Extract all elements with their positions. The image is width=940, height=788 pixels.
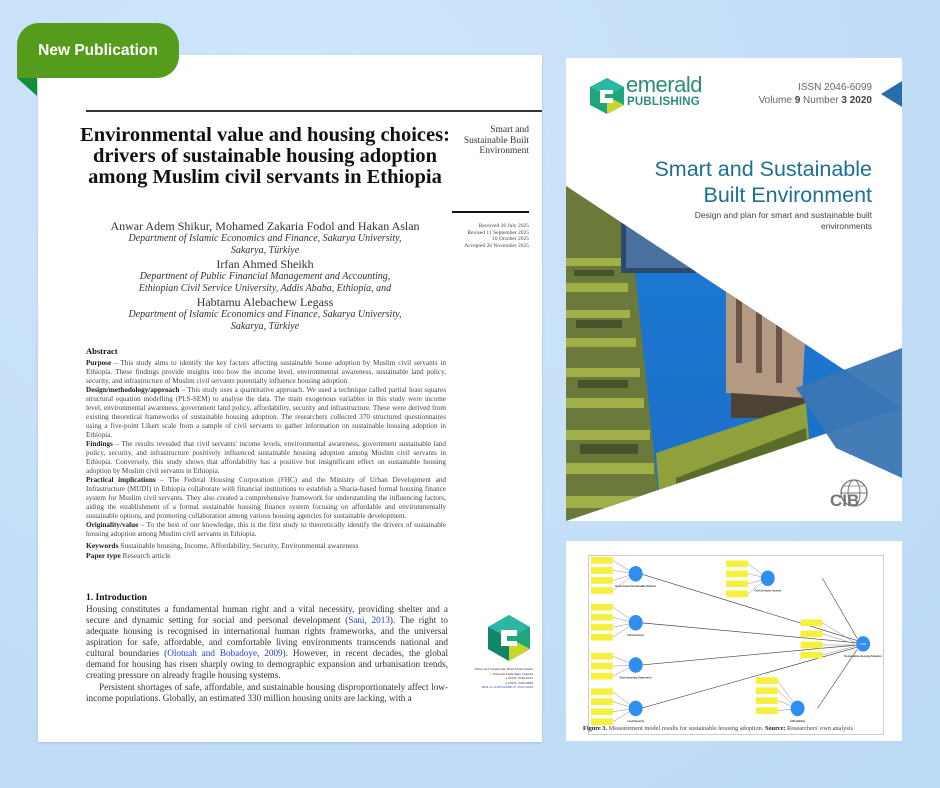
author-affiliation: Department of Islamic Economics and Finance, Sakarya University, Sakarya, Türkiye	[128, 309, 402, 332]
svg-text:CIB: CIB	[830, 491, 860, 510]
emerald-logo-icon	[488, 615, 530, 661]
doi-link[interactable]: 10.1108/SASBE-07-2025-0420	[488, 685, 533, 689]
top-rule	[86, 110, 542, 112]
new-publication-badge	[17, 23, 179, 78]
cib-globe-logo-icon	[828, 478, 870, 510]
imprint-block: Smart and Sustainable Built Environment © Emerald Publishing Limited e-ISSN: 2046-6102 p-ISSN: 2046-6099 DOI 10.1108/SASBE-07-2025-0420	[474, 667, 533, 689]
introduction-section	[86, 593, 448, 704]
svg-text:Infrastructure: Infrastructure	[627, 633, 645, 638]
svg-text:0.591: 0.591	[859, 642, 867, 647]
paper-type: Paper type Research article	[86, 550, 171, 560]
svg-text:Sustainable Housing Adoption: Sustainable Housing Adoption	[844, 655, 882, 659]
author-names: Habtamu Alebachew Legass	[196, 295, 334, 309]
abstract-section	[86, 347, 446, 561]
article-title: Environmental value and housing choices: drivers of sustainable housing adoption among Muslim civil servants in Ethiopia	[80, 124, 450, 188]
svg-text:Government Sustainable Policie: Government Sustainable Policies	[615, 585, 657, 589]
abstract-practical: Practical implications – The Federal Housing Corporation (FHC) and the Ministry of Urban Development and Infrastructure (MUDI) in Ethiopia collaborate with financial institutions to establish a Sharia-based formal housing finance system for Muslim civil servants. They also created a comprehensive framework for understanding the influencing factors, aiding the establishment of a formal sustainable housing finance system focusing on affordable and environmentally sustainable options, and promoting collaboration among various housing agencies for sustainable development.	[86, 476, 446, 520]
badge-label: New Publication	[38, 41, 158, 59]
figure-caption: Figure 3. Measurement model results for sustainable housing adoption. Source: Researchers' own analysis	[583, 725, 853, 732]
article-first-page	[38, 55, 542, 742]
issn: ISSN 2046-6099	[798, 82, 872, 93]
abstract-purpose: Purpose – This study aims to identify the key factors affecting sustainable house adoption by Muslim civil servants in Ethiopia. These findings provide insights into how the income level, environmental awareness, sustainable land policy, security, and infrastructure of Muslim civil servants potentially influence housing adoption.	[86, 358, 446, 385]
figure-3-panel	[566, 541, 902, 741]
badge-fold-decoration	[17, 78, 37, 96]
cover-photo-green-building	[566, 58, 902, 521]
abstract-originality: Originality/value – To the best of our knowledge, this is the first study to theoretically identify the drivers of sustainable housing adoption among Muslim civil servants in Ethiopia.	[86, 521, 446, 539]
citation-link[interactable]: Sani, 2013	[348, 615, 390, 625]
author-names: Irfan Ahmed Sheikh	[216, 257, 314, 271]
revised-date-2: 10 October 2025	[492, 236, 529, 242]
issn-volume-info	[759, 82, 872, 107]
corner-triangle-decoration	[881, 81, 902, 107]
accepted-date: Accepted 26 November 2025	[464, 242, 529, 249]
svg-text:Civil Servants Income: Civil Servants Income	[754, 589, 782, 593]
abstract-design: Design/methodology/approach – This study uses a quantitative approach. We used a technique called partial least squares structural equation modelling (PLS-SEM) to analyse the data. The main exogenous variables in this study were income level, environmental awareness, government land policy, affordability, security and infrastructure. These were derived from existing theoretical frameworks of sustainable housing adoption. The researchers collected 370 structured questionnaires using a five-point Likert scale from a sample of civil servants to gather information on sustainable housing adoption in Ethiopia.	[86, 386, 446, 439]
author-names: Anwar Adem Shikur, Mohamed Zakaria Fodol and Hakan Aslan	[110, 219, 420, 233]
publisher-name: emerald	[626, 72, 702, 97]
svg-text:Land Security: Land Security	[627, 719, 645, 723]
intro-paragraph-2: Persistent shortages of safe, affordable, and sustainable housing disproportionately affect low-income populations. Globally, an estimated 330 million housing units are lacking, with a	[86, 682, 448, 703]
svg-text:Affordability: Affordability	[789, 719, 806, 723]
author-affiliation: Department of Islamic Economics and Finance, Sakarya University, Sakarya, Türkiye	[128, 233, 402, 256]
intro-paragraph-1: Housing constitutes a fundamental human right and a vital necessity, providing shelter and a secure and dynamic setting for social and personal development (Sani, 2013). The right to adequate housing is recognised in international human rights frameworks, and the universal aspiration for safe, affordable, and comfortable living environments transcends national and cultural boundaries (Olotuah and Bobadoye, 2009). However, in recent decades, the global demand for housing has risen sharply owing to demographic expansion and urbanisation trends, creating pressure on already fragile housing systems.	[86, 604, 449, 680]
keywords: Keywords Sustainable housing, Income, Affordability, Security, Environmental awareness	[86, 541, 359, 551]
received-date: Received 26 July 2025	[478, 223, 529, 229]
emerald-publishing-logo-icon	[590, 78, 624, 114]
abstract-heading: Abstract	[86, 346, 118, 356]
revised-date: Revised 11 September 2025	[467, 229, 529, 236]
citation-link[interactable]: Olotuah and Bobadoye, 2009	[167, 648, 283, 658]
author-block	[80, 220, 450, 333]
pls-sem-measurement-model-diagram	[588, 555, 884, 735]
journal-cover	[566, 58, 902, 521]
side-rule	[452, 211, 529, 213]
abstract-findings: Findings – The results revealed that civil servants' income levels, environmental awareness, government sustainable land policy, security, and infrastructure positively influenced sustainable housing adoption among Muslim civil servants in Ethiopia. Conversely, this study shows that affordability has a positive but insignificant effect on sustainable housing adoption by Muslim civil servants in Ethiopia.	[86, 440, 446, 475]
author-affiliation: Department of Public Financial Management and Accounting, Ethiopian Civil Service University, Addis Ababa, Ethiopia, and	[138, 271, 392, 294]
svg-text:Environmental Awareness: Environmental Awareness	[619, 676, 652, 680]
volume-number: Volume 9 Number 3 2020	[758, 94, 872, 106]
journal-cover-subtitle: Design and plan for smart and sustainable built environments	[694, 210, 872, 231]
publisher-subtitle: PUBLISHING	[627, 96, 700, 108]
introduction-heading: 1. Introduction	[86, 593, 148, 603]
journal-cover-title: Smart and Sustainable Built Environment	[654, 157, 872, 207]
journal-name: Smart and Sustainable Built Environment	[463, 125, 529, 156]
